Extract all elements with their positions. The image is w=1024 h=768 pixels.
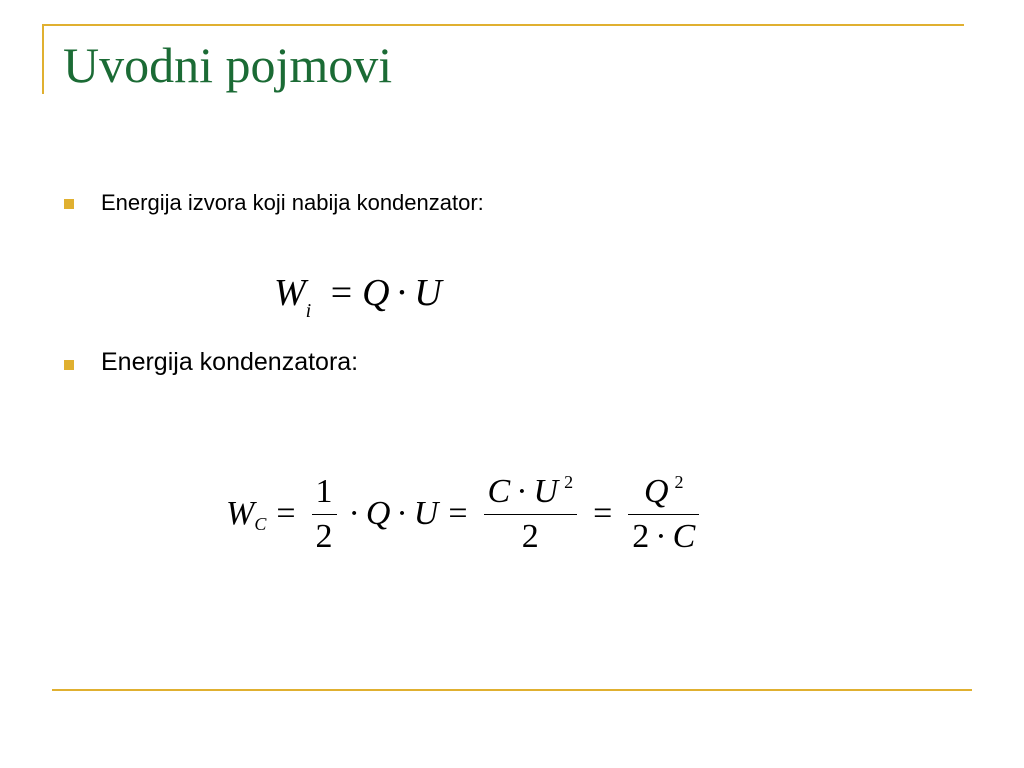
fraction-denominator: 2 (315, 517, 333, 555)
fraction-q-squared-over-2c (628, 471, 699, 555)
formula-dot: · (516, 472, 528, 510)
fraction-bar (484, 514, 578, 515)
fraction-numerator (484, 471, 578, 510)
formula-var-u: U (413, 495, 439, 532)
formula-dot: · (348, 495, 360, 532)
formula-number-2: 2 (632, 517, 650, 555)
formula-var-w: W (274, 272, 306, 314)
formula-var-q: Q (362, 272, 390, 314)
bullet-square-icon (64, 360, 74, 370)
fraction-denominator: 2 (521, 517, 539, 555)
fraction-cu-squared-over-2 (484, 471, 578, 555)
formula-exponent: 2 (564, 471, 574, 492)
fraction-bar (312, 514, 337, 515)
formula-dot: · (395, 272, 409, 314)
formula-equals: = (276, 495, 296, 532)
bullet-text-capacitor-energy: Energija kondenzatora: (101, 348, 359, 376)
fraction-one-half (312, 474, 337, 554)
formula-exponent: 2 (674, 471, 684, 492)
formula-var-u: U (414, 272, 442, 314)
formula-dot: · (396, 495, 408, 532)
formula-equals: = (330, 272, 353, 314)
formula-var-u: U (533, 472, 559, 510)
bottom-border-line (52, 689, 972, 691)
slide-title: Uvodni pojmovi (63, 37, 393, 93)
top-border-line (42, 24, 964, 26)
formula-var-w: W (226, 495, 255, 532)
formula-dot: · (655, 517, 667, 555)
formula-var-q: Q (643, 472, 669, 510)
formula-var-c: C (672, 517, 696, 555)
formula-var-c: C (487, 472, 511, 510)
formula-sub-c: C (254, 514, 267, 534)
left-border-line (42, 24, 44, 94)
bullet-square-icon (64, 199, 74, 209)
bullet-text-source-energy: Energija izvora koji nabija kondenzator: (101, 190, 484, 215)
fraction-denominator (628, 519, 699, 555)
formula-var-q: Q (365, 495, 391, 532)
fraction-bar (628, 514, 699, 515)
formula-equals: = (593, 495, 613, 532)
fraction-numerator (640, 471, 688, 510)
formula-capacitor-energy (226, 472, 705, 556)
formula-equals: = (448, 495, 468, 532)
formula-source-energy (274, 272, 442, 322)
fraction-numerator: 1 (315, 472, 333, 510)
formula-sub-i: i (305, 300, 312, 322)
